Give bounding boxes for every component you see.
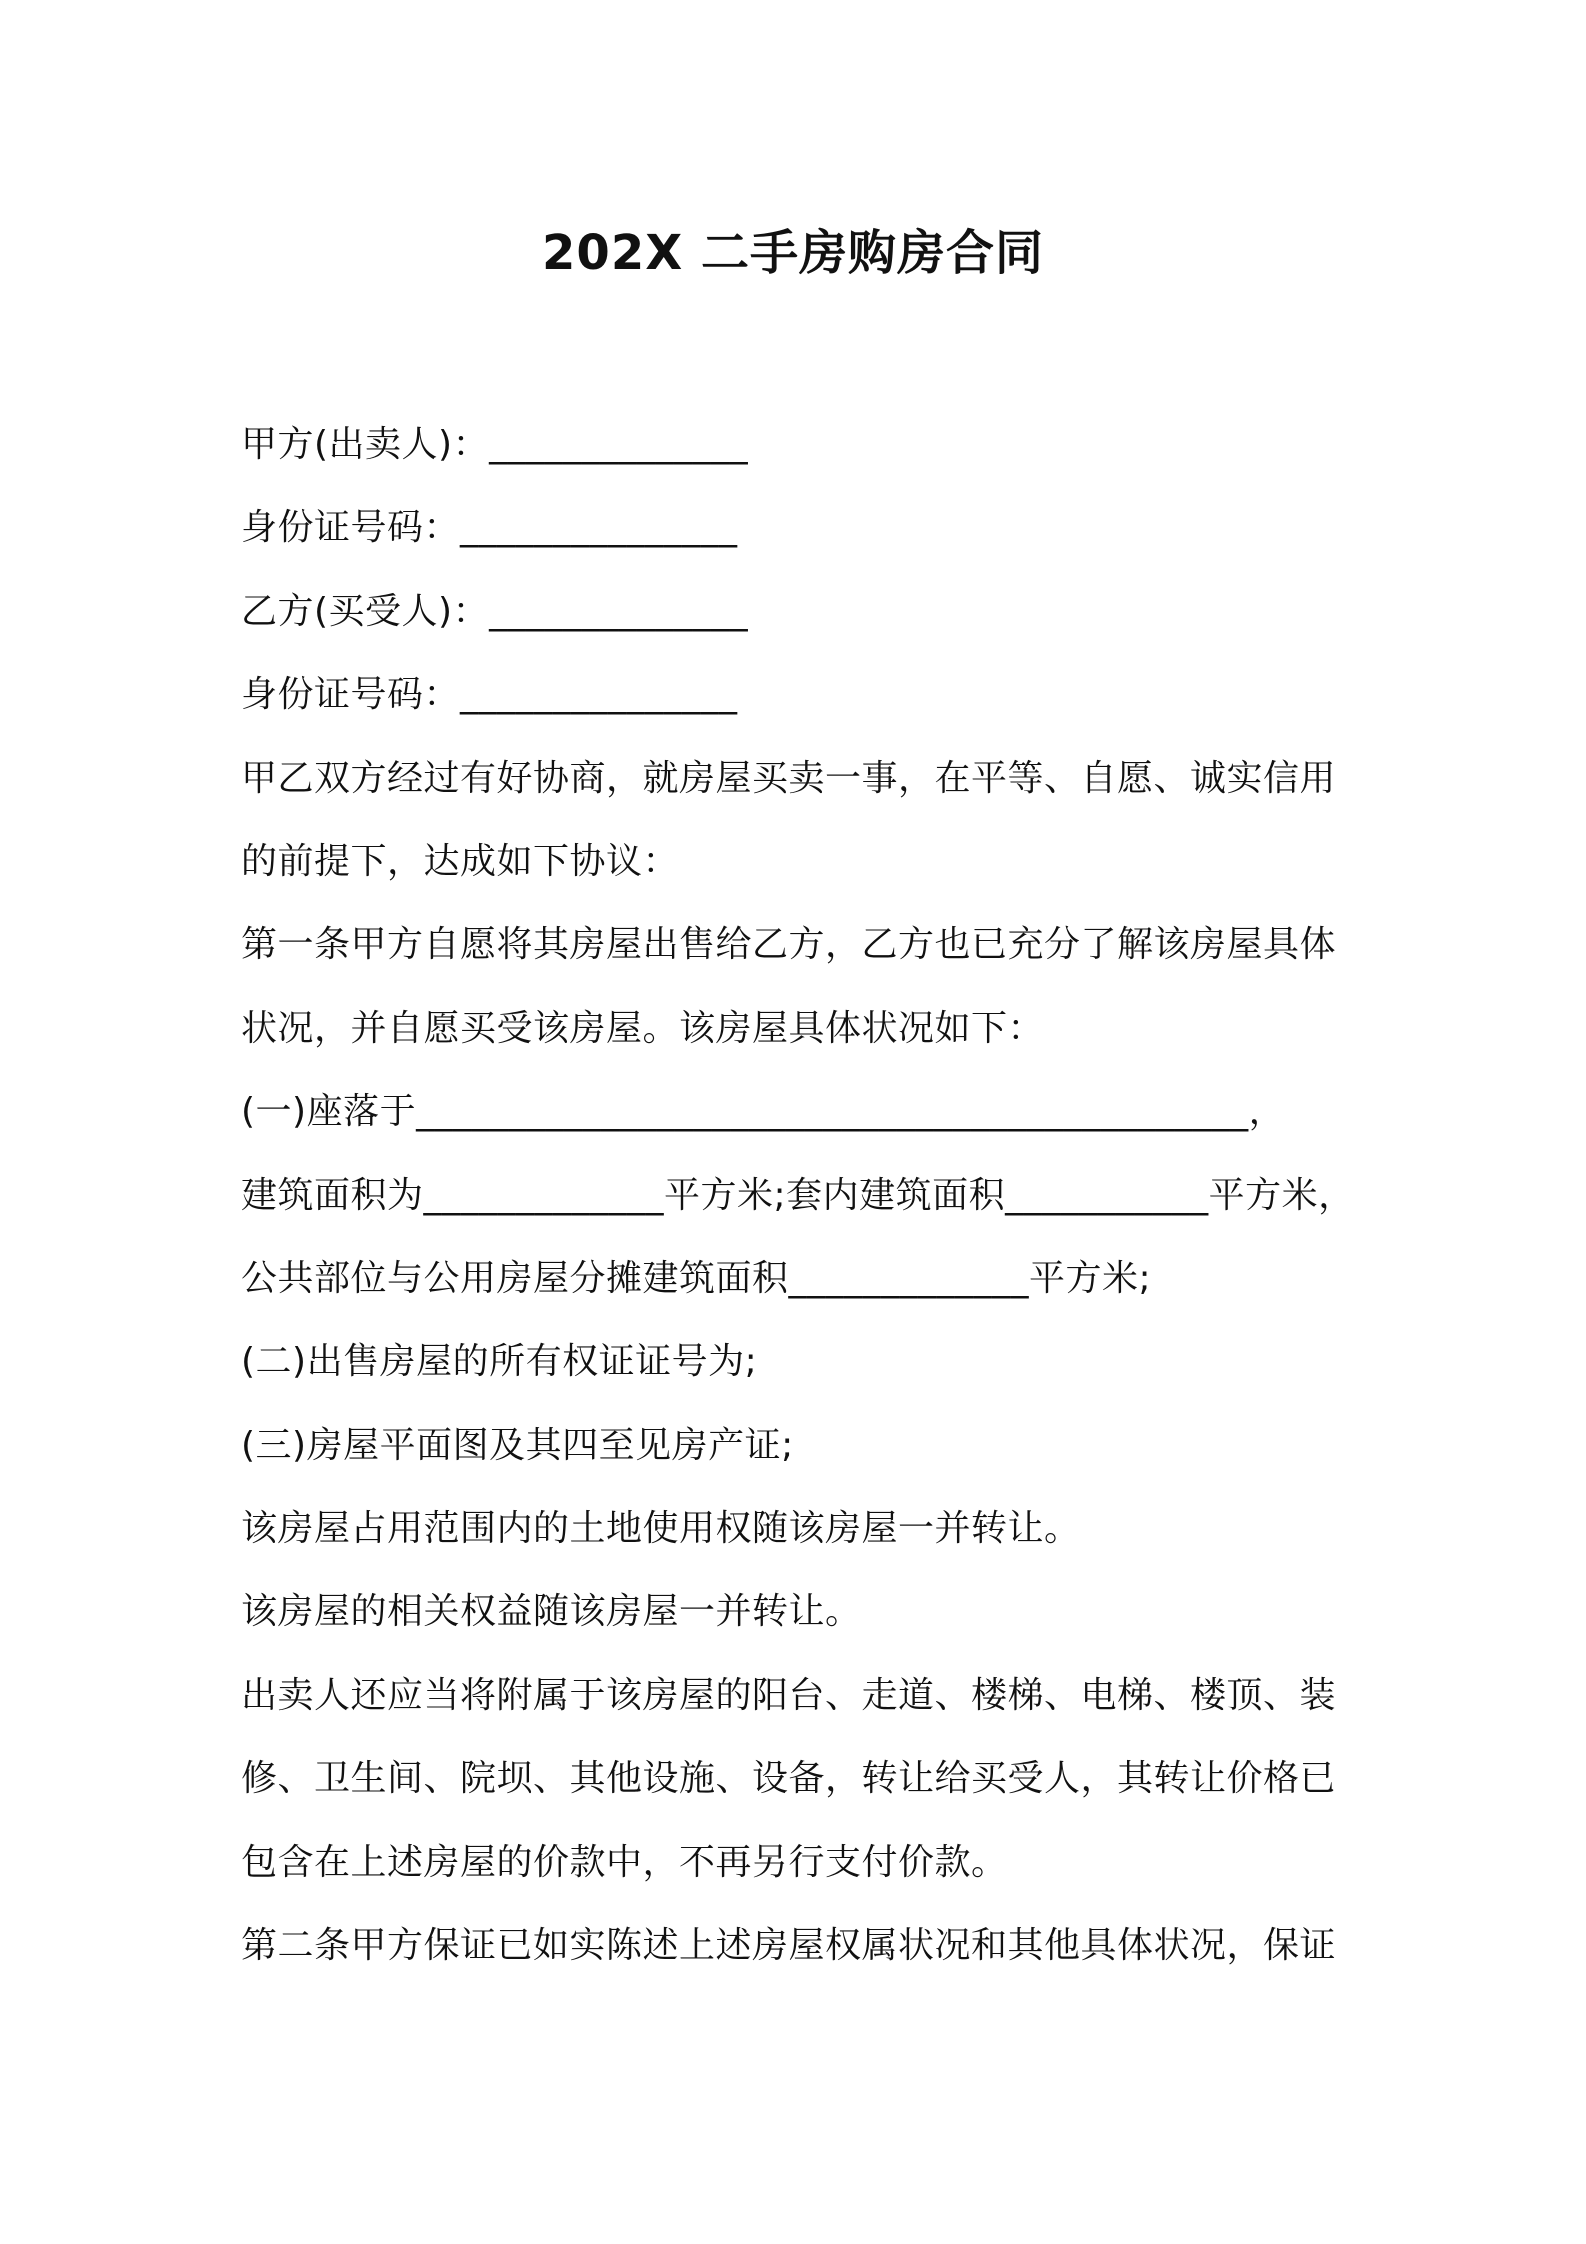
facilities-line-3: 包含在上述房屋的价款中，不再另行支付价款。 [241, 1841, 1008, 1883]
facilities-line-2: 修、卫生间、院坝、其他设施、设备，转让给买受人，其转让价格已 [241, 1758, 1337, 1800]
certificate-line: (二)出售房屋的所有权证证号为; [241, 1341, 758, 1383]
preamble-line-1: 甲乙双方经过有好协商，就房屋买卖一事，在平等、自愿、诚实信用 [241, 757, 1337, 799]
land-use-line: 该房屋占用范围内的土地使用权随该房屋一并转让。 [241, 1508, 1081, 1550]
preamble-line-2: 的前提下，达成如下协议： [241, 840, 680, 882]
seller-name-line: 甲方(出卖人)：______________ [241, 424, 749, 465]
document-title: 202X 二手房购房合同 [542, 225, 1044, 281]
seller-id-line: 身份证号码：_______________ [241, 507, 738, 549]
article-1-line-2: 状况，并自愿买受该房屋。该房屋具体状况如下： [241, 1007, 1045, 1049]
location-line: (一)座落于_____________________________________________， [241, 1091, 1286, 1133]
rights-line: 该房屋的相关权益随该房屋一并转让。 [241, 1591, 862, 1633]
facilities-line-1: 出卖人还应当将附属于该房屋的阳台、走道、楼梯、电梯、楼顶、装 [241, 1674, 1337, 1716]
buyer-name-line: 乙方(买受人)：______________ [241, 590, 749, 632]
contract-body [241, 403, 1391, 1987]
shared-area-line: 公共部位与公用房屋分摊建筑面积_____________平方米; [241, 1257, 1152, 1299]
floor-plan-line: (三)房屋平面图及其四至见房产证; [241, 1424, 794, 1466]
buyer-id-line: 身份证号码：_______________ [241, 674, 738, 716]
area-line: 建筑面积为_____________平方米;套内建筑面积___________平方米， [241, 1174, 1355, 1216]
article-1-line-1: 第一条甲方自愿将其房屋出售给乙方，乙方也已充分了解该房屋具体 [241, 924, 1337, 966]
article-2-line-1: 第二条甲方保证已如实陈述上述房屋权属状况和其他具体状况，保证 [241, 1925, 1337, 1967]
